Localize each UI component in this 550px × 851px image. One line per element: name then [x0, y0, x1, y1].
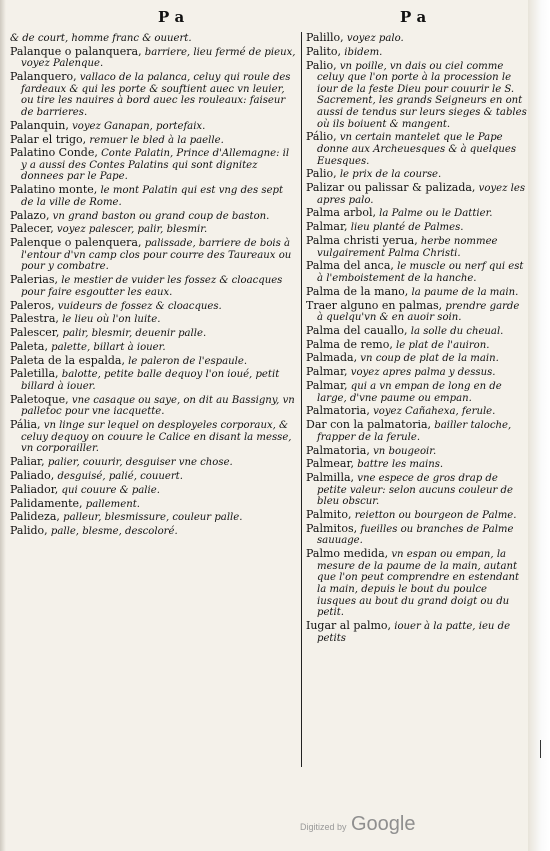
entry-headword: Palma del anca,: [306, 259, 394, 273]
entry-headword: Palanquero,: [10, 70, 77, 84]
entry-definition: palleur, blesmissure, couleur palle.: [59, 512, 243, 524]
dictionary-entry: [10, 71, 297, 118]
entry-definition: le prix de la course.: [336, 169, 442, 181]
dictionary-entry: [306, 60, 528, 131]
entry-headword: Paleta de la espalda,: [10, 353, 125, 367]
entry-headword: Palmatoria,: [306, 443, 370, 457]
dictionary-entry: [10, 368, 297, 392]
entry-headword: Palio,: [306, 167, 337, 181]
entry-definition: qui couure & palie.: [58, 484, 160, 496]
entry-definition: barriere, lieu fermé de pieux, voyez Palenque.: [21, 46, 296, 70]
entry-definition: desguisé, palié, couuert.: [54, 470, 183, 482]
dictionary-entry: [10, 313, 297, 326]
dictionary-entry: [306, 523, 528, 547]
dictionary-entry: [306, 339, 528, 352]
dictionary-entry: [306, 472, 528, 508]
entry-definition: vallaco de la palanca, celuy qui roule des fardeaux & qui les porte & souftient auec vn leuier, ou tire les nauires à bord auec les rouleaux: faiseur de barrieres.: [21, 72, 291, 118]
entry-headword: Palar el trigo,: [10, 132, 87, 146]
entry-definition: herbe nommee vulgairement Palma Christi.: [317, 236, 498, 259]
entry-headword: Palma christi yerua,: [306, 234, 418, 247]
column-divider: [301, 32, 302, 767]
entry-definition: le muscle ou nerf qui est à l'emboistement de la hanche.: [317, 261, 524, 284]
entry-definition: la Palme ou le Dattier.: [375, 208, 493, 220]
entry-headword: Paleta,: [10, 339, 48, 353]
dictionary-entry: [10, 327, 297, 340]
dictionary-entry: [306, 419, 528, 443]
entry-definition: pallement.: [82, 498, 140, 510]
entry-definition: & de court, homme franc & ouuert.: [10, 33, 192, 44]
entry-definition: lieu planté de Palmes.: [347, 222, 464, 234]
entry-definition: vn coup de plat de la main.: [357, 353, 499, 365]
entry-headword: Palillo,: [306, 31, 344, 44]
entry-definition: voyez palo.: [343, 33, 404, 44]
entry-headword: Palazo,: [10, 208, 50, 222]
dictionary-entry: [10, 46, 297, 70]
entry-headword: Paliador,: [10, 482, 59, 496]
dictionary-entry: [306, 445, 528, 458]
entry-definition: le paleron de l'espaule.: [124, 355, 248, 367]
entry-headword: Palmito,: [306, 508, 352, 522]
dictionary-entry: [306, 325, 528, 338]
dictionary-entry: [306, 405, 528, 418]
dictionary-entry: [10, 470, 297, 483]
page-gutter-shadow: [0, 0, 6, 851]
entry-definition: vne espece de gros drap de petite valeur: selon aucuns couleur de bleu obscur.: [317, 473, 513, 508]
entry-definition: voyez apres palma y dessus.: [347, 367, 496, 379]
entry-headword: Palmar,: [306, 220, 348, 234]
left-column: [10, 32, 297, 539]
entry-definition: iouer à la patte, ieu de petits: [317, 621, 511, 644]
entry-definition: palir, blesmir, deuenir palle.: [59, 328, 207, 340]
dictionary-entry: [306, 221, 528, 234]
entry-headword: Palideza,: [10, 510, 60, 524]
entry-headword: Palmar,: [306, 365, 348, 379]
entry-definition: vne casaque ou saye, on dit au Bassigny, vn palletoc pour vne iacquette.: [21, 394, 295, 418]
entry-headword: Palestra,: [10, 312, 59, 326]
dictionary-entry: [10, 120, 297, 133]
dictionary-entry: [10, 511, 297, 524]
dictionary-entry: [10, 341, 297, 354]
entry-definition: prendre garde à quelqu'vn & en auoir soin.: [317, 300, 520, 324]
dictionary-entry: [306, 620, 528, 644]
entry-definition: voyez Ganapan, portefaix.: [68, 120, 206, 132]
entry-headword: Pália,: [10, 418, 41, 432]
entry-headword: Palma de remo,: [306, 337, 393, 351]
entry-definition: palissade, barriere de bois à l'entour d'vn camp clos pour courre des Taureaux ou pour y combatre.: [21, 238, 292, 273]
entry-headword: Palerias,: [10, 273, 58, 287]
entry-headword: Paletilla,: [10, 367, 59, 381]
entry-headword: Palio,: [306, 58, 337, 72]
running-header-left: P a: [158, 8, 185, 26]
dictionary-entry: [306, 182, 528, 206]
entry-headword: Palmear,: [306, 457, 355, 471]
entry-headword: Iugar al palmo,: [306, 619, 392, 632]
entry-headword: Palmitos,: [306, 521, 358, 535]
dictionary-entry: [306, 46, 528, 59]
right-column: [306, 32, 528, 645]
entry-definition: qui a vn empan de long en de large, d'vne paume ou empan.: [317, 381, 502, 404]
entry-headword: Palito,: [306, 44, 342, 58]
entry-headword: Palma de la mano,: [306, 284, 409, 298]
entry-definition: le mestier de vuider les fossez & cloacques pour faire esgoutter les eaux.: [21, 275, 283, 298]
entry-headword: Palma arbol,: [306, 206, 376, 220]
entry-headword: Paletoque,: [10, 392, 69, 406]
entry-definition: le lieu où l'on luite.: [58, 314, 161, 326]
dictionary-entry: [306, 509, 528, 522]
entry-definition: vn certain mantelet que le Pape donne aux Archeuesques & à quelques Euesques.: [317, 132, 517, 167]
entry-headword: Palma del cauallo,: [306, 323, 408, 337]
dictionary-entry: [10, 237, 297, 273]
entry-headword: Palmilla,: [306, 471, 355, 485]
dictionary-entry: [306, 131, 528, 167]
entry-definition: fueilles ou branches de Palme sauuage.: [317, 523, 514, 547]
entry-headword: Palanque o palanquera,: [10, 44, 142, 58]
entry-headword: Palenque o palenquera,: [10, 236, 142, 250]
entry-headword: Palmatoria,: [306, 404, 370, 418]
dictionary-entry: [306, 207, 528, 220]
dictionary-entry: [10, 419, 297, 455]
dictionary-entry: [10, 394, 297, 418]
page-edge: [528, 0, 550, 851]
entry-headword: Palescer,: [10, 326, 60, 340]
dictionary-entry: [306, 458, 528, 471]
entry-headword: Traer alguno en palmas,: [306, 298, 443, 312]
margin-mark: [540, 740, 541, 758]
dictionary-entry: [306, 366, 528, 379]
dictionary-entry: [306, 352, 528, 365]
dictionary-entry: [306, 548, 528, 619]
entry-definition: vn linge sur lequel on desployeles corporaux, & celuy dequoy on couure le Calice en disant la messe, vn corporailler.: [21, 420, 292, 455]
entry-definition: vn bougeoir.: [369, 445, 437, 457]
entry-definition: voyez Cañahexa, ferule.: [369, 406, 496, 418]
dictionary-entry: [306, 260, 528, 284]
entry-definition: le plat de l'auiron.: [392, 339, 490, 351]
entry-definition: reietton ou bourgeon de Palme.: [351, 510, 517, 522]
entry-headword: Paliado,: [10, 468, 55, 482]
entry-definition: bailler taloche, frapper de la ferule.: [317, 420, 512, 443]
dictionary-entry: [306, 168, 528, 181]
entry-headword: Paleros,: [10, 298, 55, 312]
dictionary-entry: [10, 223, 297, 236]
dictionary-entry: [306, 286, 528, 299]
entry-definition: la paume de la main.: [408, 286, 519, 298]
entry-definition: le mont Palatin qui est vng des sept de la ville de Rome.: [21, 185, 284, 208]
dictionary-entry: [10, 300, 297, 313]
dictionary-entry: [10, 32, 297, 45]
entry-headword: Paliar,: [10, 455, 45, 469]
dictionary-entry: [10, 134, 297, 147]
entry-definition: vuideurs de fossez & cloacques.: [54, 300, 222, 312]
entry-headword: Palido,: [10, 524, 48, 538]
entry-definition: palle, blesme, descoloré.: [47, 526, 178, 538]
entry-definition: palette, billart à iouer.: [47, 341, 166, 353]
entry-headword: Palmada,: [306, 351, 358, 365]
entry-definition: voyez palescer, palir, blesmir.: [53, 224, 208, 236]
entry-headword: Palanquin,: [10, 118, 69, 132]
entry-headword: Palatino Conde,: [10, 146, 98, 160]
dictionary-entry: [10, 210, 297, 223]
dictionary-entry: [306, 300, 528, 324]
digitized-watermark: [300, 813, 415, 836]
entry-definition: ibidem.: [341, 46, 383, 58]
dictionary-entry: [10, 355, 297, 368]
entry-headword: Palecer,: [10, 222, 54, 236]
dictionary-entry: [10, 484, 297, 497]
dictionary-entry: [10, 274, 297, 298]
entry-headword: Pálio,: [306, 130, 337, 144]
entry-definition: vn poille, vn dais ou ciel comme celuy que l'on porte à la procession le iour de la feste Dieu pour couurir le S. Sacrement, les grands Seigneurs en ont aussi de tendus sur leurs sieges & tables où ils boiuent & mangent.: [317, 60, 527, 130]
dictionary-entry: [306, 32, 528, 45]
entry-headword: Palatino monte,: [10, 183, 98, 197]
entry-definition: balotte, petite balle dequoy l'on ioué, petit billard à iouer.: [21, 369, 280, 393]
entry-headword: Dar con la palmatoria,: [306, 418, 432, 432]
watermark-prefix: Digitized by: [300, 822, 347, 832]
entry-headword: Palmo medida,: [306, 547, 389, 561]
entry-headword: Palmar,: [306, 379, 348, 393]
dictionary-entry: [10, 525, 297, 538]
entry-definition: vn grand baston ou grand coup de baston.: [49, 210, 270, 222]
entry-headword: Palidamente,: [10, 496, 83, 510]
google-logo: Google: [350, 813, 416, 835]
entry-definition: la solle du cheual.: [407, 325, 504, 337]
running-header-right: P a: [400, 8, 427, 26]
entry-definition: palier, couurir, desguiser vne chose.: [44, 457, 233, 469]
entry-headword: Palizar ou palissar & palizada,: [306, 181, 476, 195]
entry-definition: voyez les apres palo.: [317, 183, 526, 206]
dictionary-entry: [10, 498, 297, 511]
entry-definition: Conte Palatin, Prince d'Allemagne: il y a aussi des Contes Palatins qui sont dignitez donnees par le Pape.: [21, 148, 290, 183]
dictionary-entry: [10, 147, 297, 183]
dictionary-entry: [306, 235, 528, 259]
entry-definition: battre les mains.: [354, 459, 444, 471]
dictionary-entry: [306, 380, 528, 404]
dictionary-entry: [10, 184, 297, 208]
dictionary-entry: [10, 456, 297, 469]
entry-definition: vn espan ou empan, la mesure de la paume de la main, autant que l'on peut comprendre en estendant la main, depuis le bout du poulce iusques au bout du grand doigt ou du petit.: [317, 549, 520, 619]
entry-definition: remuer le bled à la paelle.: [86, 134, 224, 146]
